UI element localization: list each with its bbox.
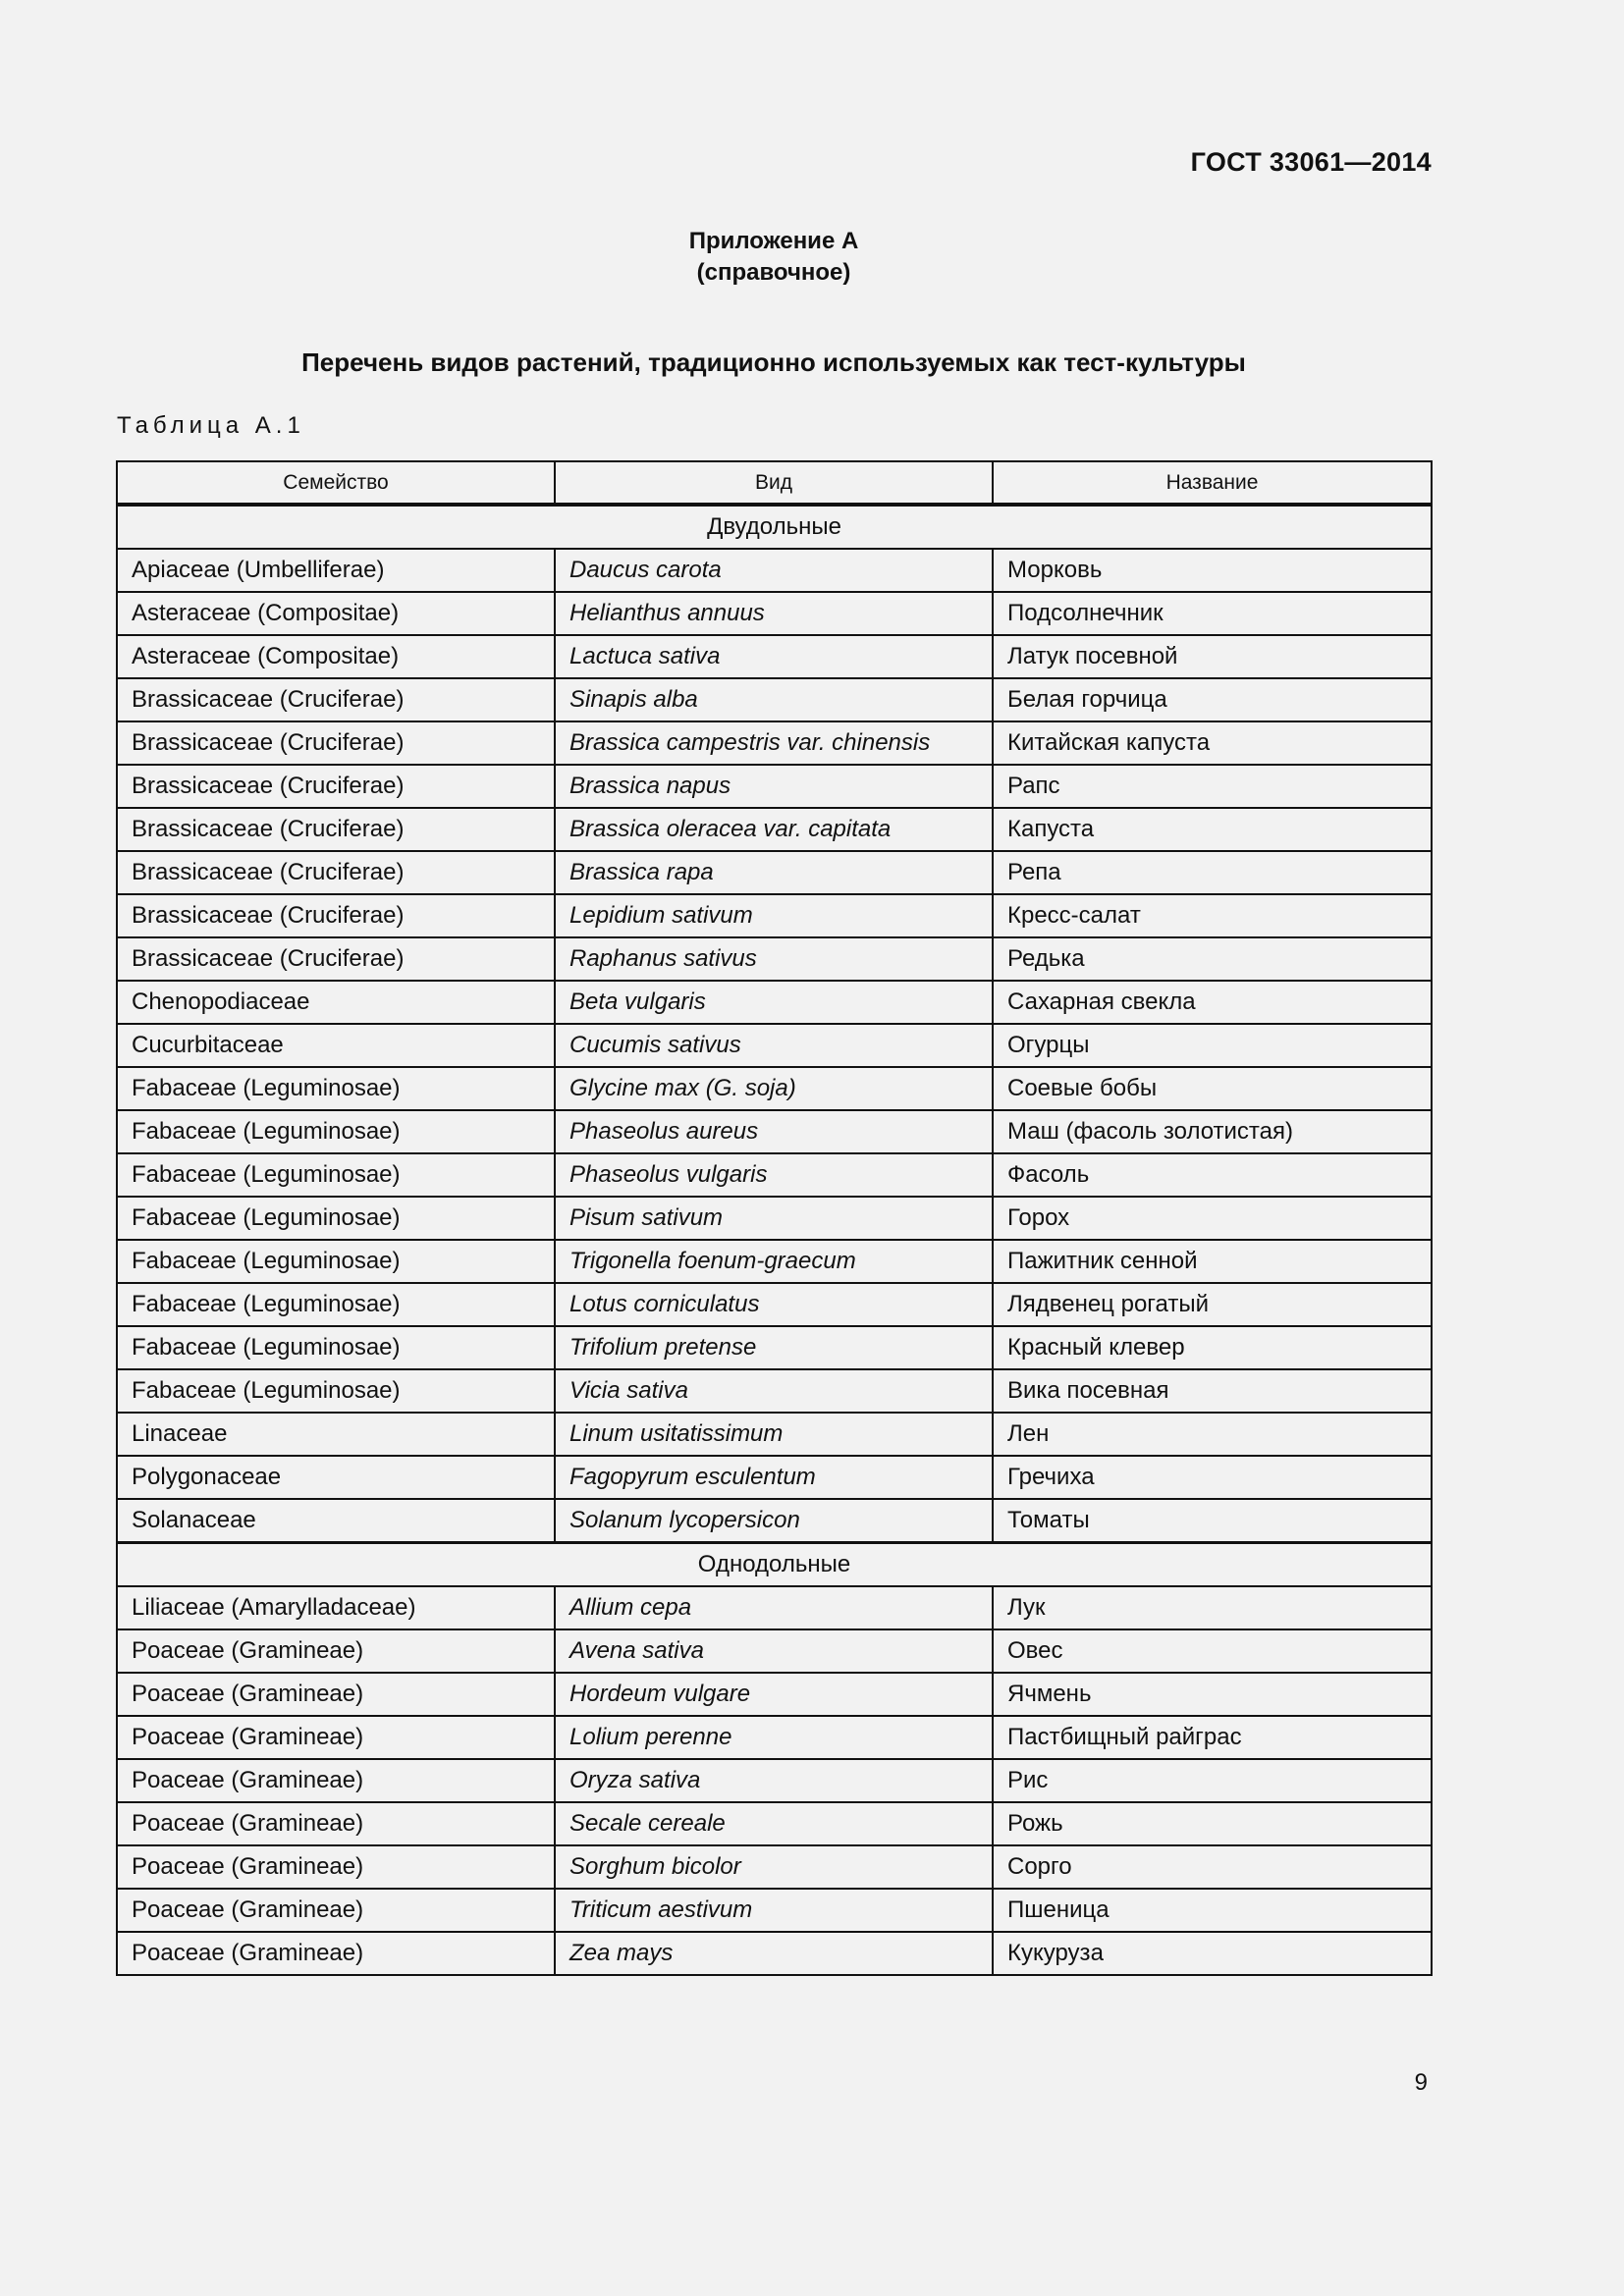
family-cell: Poaceae (Gramineae) xyxy=(117,1716,555,1759)
species-cell: Phaseolus aureus xyxy=(555,1110,993,1153)
table-row xyxy=(117,678,1432,721)
table-row xyxy=(117,1716,1432,1759)
family-cell: Fabaceae (Leguminosae) xyxy=(117,1326,555,1369)
species-cell: Lolium perenne xyxy=(555,1716,993,1759)
species-cell: Secale cereale xyxy=(555,1802,993,1845)
species-cell: Sorghum bicolor xyxy=(555,1845,993,1889)
common-name-cell: Рапс xyxy=(993,765,1432,808)
family-cell: Brassicaceae (Cruciferae) xyxy=(117,937,555,981)
family-cell: Poaceae (Gramineae) xyxy=(117,1629,555,1673)
table-header xyxy=(117,461,1432,505)
table-row xyxy=(117,592,1432,635)
common-name-cell: Подсолнечник xyxy=(993,592,1432,635)
family-cell: Fabaceae (Leguminosae) xyxy=(117,1153,555,1197)
species-cell: Glycine max (G. soja) xyxy=(555,1067,993,1110)
species-cell: Zea mays xyxy=(555,1932,993,1975)
family-cell: Poaceae (Gramineae) xyxy=(117,1889,555,1932)
common-name-cell: Латук посевной xyxy=(993,635,1432,678)
table-row xyxy=(117,1802,1432,1845)
family-cell: Poaceae (Gramineae) xyxy=(117,1759,555,1802)
species-cell: Vicia sativa xyxy=(555,1369,993,1413)
family-cell: Apiaceae (Umbelliferae) xyxy=(117,549,555,592)
table-row xyxy=(117,1283,1432,1326)
table-row xyxy=(117,1326,1432,1369)
common-name-cell: Сорго xyxy=(993,1845,1432,1889)
table-row xyxy=(117,549,1432,592)
common-name-cell: Пажитник сенной xyxy=(993,1240,1432,1283)
species-cell: Phaseolus vulgaris xyxy=(555,1153,993,1197)
species-cell: Lactuca sativa xyxy=(555,635,993,678)
common-name-cell: Горох xyxy=(993,1197,1432,1240)
species-cell: Brassica napus xyxy=(555,765,993,808)
family-cell: Linaceae xyxy=(117,1413,555,1456)
species-cell: Trifolium pretense xyxy=(555,1326,993,1369)
table-row xyxy=(117,1413,1432,1456)
species-cell: Lepidium sativum xyxy=(555,894,993,937)
common-name-cell: Соевые бобы xyxy=(993,1067,1432,1110)
column-header-family: Семейство xyxy=(117,461,555,505)
table-row xyxy=(117,635,1432,678)
table-row xyxy=(117,1067,1432,1110)
common-name-cell: Белая горчица xyxy=(993,678,1432,721)
species-cell: Sinapis alba xyxy=(555,678,993,721)
table-row xyxy=(117,1110,1432,1153)
table-row xyxy=(117,1456,1432,1499)
table-row xyxy=(117,1369,1432,1413)
common-name-cell: Рис xyxy=(993,1759,1432,1802)
column-header-species: Вид xyxy=(555,461,993,505)
header-row xyxy=(117,461,1432,505)
table-row xyxy=(117,1240,1432,1283)
family-cell: Solanaceae xyxy=(117,1499,555,1543)
table-row xyxy=(117,765,1432,808)
table-row xyxy=(117,1153,1432,1197)
family-cell: Poaceae (Gramineae) xyxy=(117,1845,555,1889)
common-name-cell: Огурцы xyxy=(993,1024,1432,1067)
table-row xyxy=(117,1197,1432,1240)
species-cell: Solanum lycopersicon xyxy=(555,1499,993,1543)
species-cell: Oryza sativa xyxy=(555,1759,993,1802)
group-header: Однодольные xyxy=(117,1543,1432,1587)
common-name-cell: Лук xyxy=(993,1586,1432,1629)
group-row xyxy=(117,1543,1432,1587)
common-name-cell: Китайская капуста xyxy=(993,721,1432,765)
column-header-name: Название xyxy=(993,461,1432,505)
species-cell: Brassica campestris var. chinensis xyxy=(555,721,993,765)
common-name-cell: Томаты xyxy=(993,1499,1432,1543)
family-cell: Asteraceae (Compositae) xyxy=(117,635,555,678)
family-cell: Asteraceae (Compositae) xyxy=(117,592,555,635)
table-row xyxy=(117,1586,1432,1629)
document-code: ГОСТ 33061—2014 xyxy=(1190,147,1432,177)
table-row xyxy=(117,937,1432,981)
species-cell: Linum usitatissimum xyxy=(555,1413,993,1456)
family-cell: Liliaceae (Amarylladaceae) xyxy=(117,1586,555,1629)
common-name-cell: Овес xyxy=(993,1629,1432,1673)
species-cell: Cucumis sativus xyxy=(555,1024,993,1067)
species-cell: Raphanus sativus xyxy=(555,937,993,981)
species-cell: Brassica oleracea var. capitata xyxy=(555,808,993,851)
family-cell: Brassicaceae (Cruciferae) xyxy=(117,894,555,937)
family-cell: Cucurbitaceae xyxy=(117,1024,555,1067)
table-row xyxy=(117,808,1432,851)
document-title: Перечень видов растений, традиционно используемых как тест-культуры xyxy=(301,347,1246,377)
species-cell: Brassica rapa xyxy=(555,851,993,894)
family-cell: Fabaceae (Leguminosae) xyxy=(117,1240,555,1283)
family-cell: Brassicaceae (Cruciferae) xyxy=(117,765,555,808)
family-cell: Brassicaceae (Cruciferae) xyxy=(117,721,555,765)
family-cell: Brassicaceae (Cruciferae) xyxy=(117,678,555,721)
family-cell: Brassicaceae (Cruciferae) xyxy=(117,808,555,851)
appendix-title: Приложение А xyxy=(688,228,859,254)
species-cell: Allium cepa xyxy=(555,1586,993,1629)
common-name-cell: Ячмень xyxy=(993,1673,1432,1716)
table-row xyxy=(117,1845,1432,1889)
family-cell: Poaceae (Gramineae) xyxy=(117,1932,555,1975)
group-row xyxy=(117,505,1432,549)
family-cell: Brassicaceae (Cruciferae) xyxy=(117,851,555,894)
page-number: 9 xyxy=(1414,2069,1428,2096)
family-cell: Poaceae (Gramineae) xyxy=(117,1802,555,1845)
table-row xyxy=(117,721,1432,765)
table-row xyxy=(117,981,1432,1024)
family-cell: Fabaceae (Leguminosae) xyxy=(117,1283,555,1326)
species-cell: Pisum sativum xyxy=(555,1197,993,1240)
common-name-cell: Пастбищный райграс xyxy=(993,1716,1432,1759)
table-row xyxy=(117,894,1432,937)
common-name-cell: Маш (фасоль золотистая) xyxy=(993,1110,1432,1153)
common-name-cell: Кресс-салат xyxy=(993,894,1432,937)
species-cell: Hordeum vulgare xyxy=(555,1673,993,1716)
table-row xyxy=(117,1024,1432,1067)
common-name-cell: Капуста xyxy=(993,808,1432,851)
table-row xyxy=(117,1759,1432,1802)
table-caption: Таблица А.1 xyxy=(117,412,305,439)
common-name-cell: Репа xyxy=(993,851,1432,894)
species-cell: Helianthus annuus xyxy=(555,592,993,635)
common-name-cell: Рожь xyxy=(993,1802,1432,1845)
species-table xyxy=(116,460,1433,1976)
family-cell: Polygonaceae xyxy=(117,1456,555,1499)
common-name-cell: Редька xyxy=(993,937,1432,981)
table-row xyxy=(117,1629,1432,1673)
table-row xyxy=(117,1499,1432,1543)
common-name-cell: Кукуруза xyxy=(993,1932,1432,1975)
common-name-cell: Гречиха xyxy=(993,1456,1432,1499)
common-name-cell: Фасоль xyxy=(993,1153,1432,1197)
table-row xyxy=(117,1673,1432,1716)
appendix-heading xyxy=(0,226,1547,289)
family-cell: Fabaceae (Leguminosae) xyxy=(117,1067,555,1110)
family-cell: Fabaceae (Leguminosae) xyxy=(117,1369,555,1413)
family-cell: Fabaceae (Leguminosae) xyxy=(117,1197,555,1240)
family-cell: Poaceae (Gramineae) xyxy=(117,1673,555,1716)
common-name-cell: Красный клевер xyxy=(993,1326,1432,1369)
species-cell: Trigonella foenum-graecum xyxy=(555,1240,993,1283)
table-row xyxy=(117,851,1432,894)
common-name-cell: Пшеница xyxy=(993,1889,1432,1932)
table-body xyxy=(117,505,1432,1975)
species-cell: Triticum aestivum xyxy=(555,1889,993,1932)
species-cell: Avena sativa xyxy=(555,1629,993,1673)
common-name-cell: Лядвенец рогатый xyxy=(993,1283,1432,1326)
group-header: Двудольные xyxy=(117,505,1432,549)
appendix-type: (справочное) xyxy=(696,259,851,286)
species-cell: Beta vulgaris xyxy=(555,981,993,1024)
table-row xyxy=(117,1932,1432,1975)
common-name-cell: Лен xyxy=(993,1413,1432,1456)
table-row xyxy=(117,1889,1432,1932)
species-cell: Lotus corniculatus xyxy=(555,1283,993,1326)
species-cell: Daucus carota xyxy=(555,549,993,592)
common-name-cell: Морковь xyxy=(993,549,1432,592)
family-cell: Chenopodiaceae xyxy=(117,981,555,1024)
common-name-cell: Сахарная свекла xyxy=(993,981,1432,1024)
species-cell: Fagopyrum esculentum xyxy=(555,1456,993,1499)
family-cell: Fabaceae (Leguminosae) xyxy=(117,1110,555,1153)
common-name-cell: Вика посевная xyxy=(993,1369,1432,1413)
